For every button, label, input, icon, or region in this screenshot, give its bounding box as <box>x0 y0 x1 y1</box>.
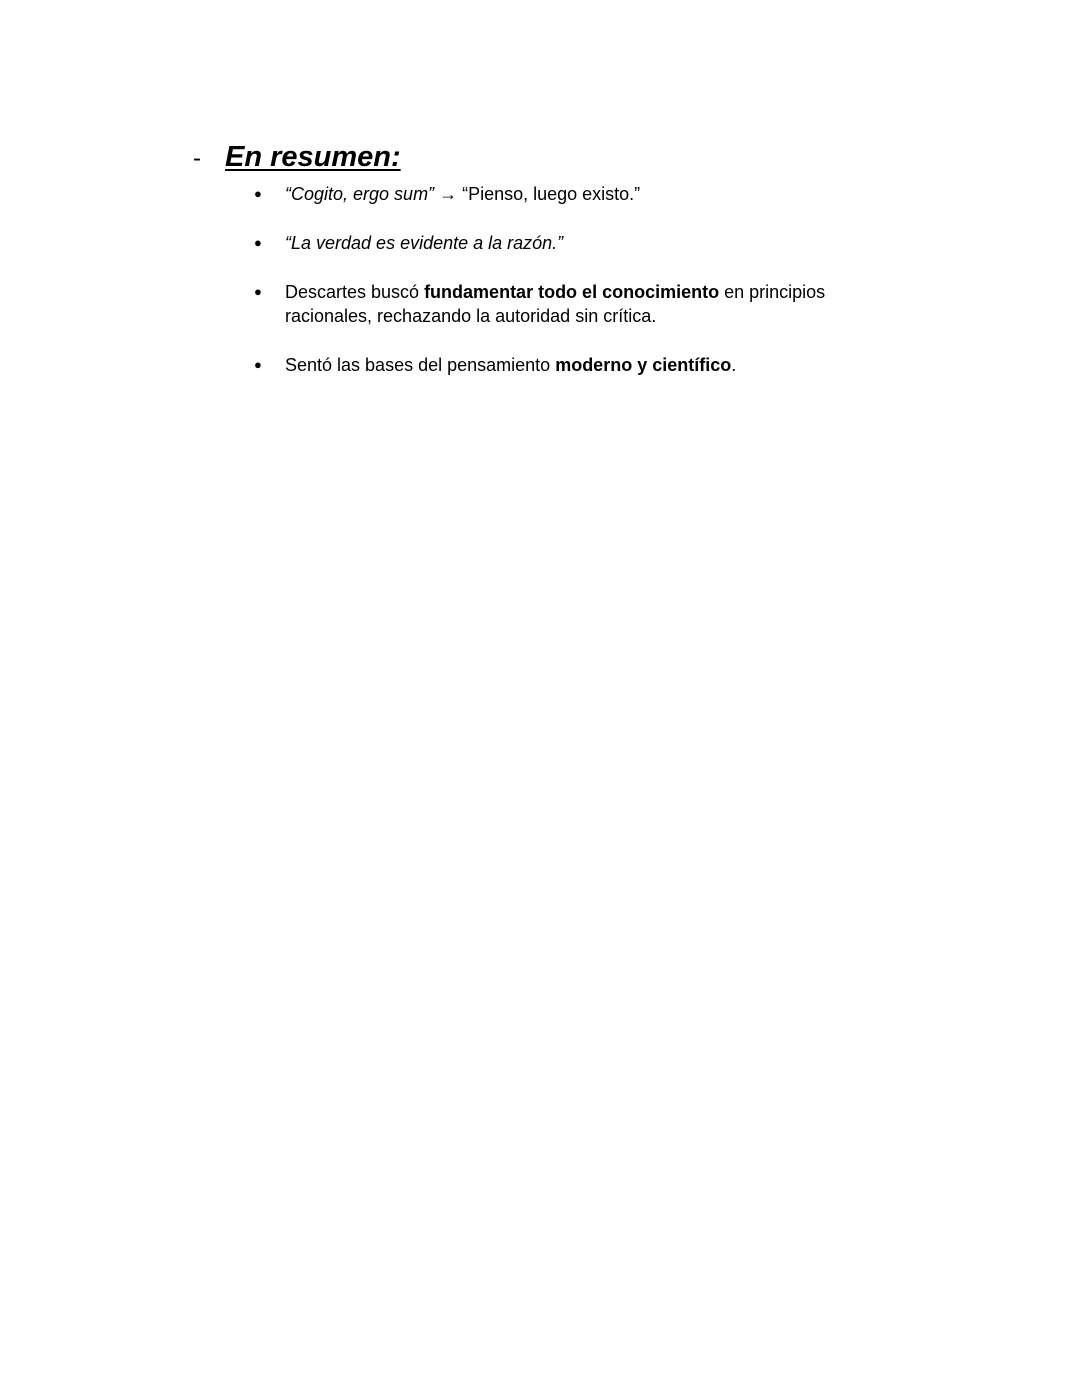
text-segment: Descartes buscó <box>285 282 425 302</box>
summary-list <box>254 182 894 402</box>
bullet-icon: ● <box>254 284 262 299</box>
heading-text: En resumen: <box>225 141 401 173</box>
section-heading <box>193 141 401 181</box>
text-segment: en principios racionales, rechazando la autoridad sin crítica. <box>285 282 826 326</box>
bold-segment: fundamentar todo el conocimiento <box>424 282 720 302</box>
bullet-icon: ● <box>254 186 262 201</box>
list-item-text <box>285 231 894 255</box>
list-item-text <box>285 353 894 377</box>
bullet-icon: ● <box>254 357 262 372</box>
list-item-text <box>285 182 894 206</box>
list-item <box>254 280 894 328</box>
arrow-icon: → <box>434 184 463 204</box>
bold-segment: moderno y científico <box>555 355 732 375</box>
heading-dash: - <box>193 145 201 172</box>
list-item-text <box>285 280 894 328</box>
quote-text: “La verdad es evidente a la razón.” <box>285 233 564 253</box>
latin-quote: “Cogito, ergo sum” <box>285 184 435 204</box>
list-item <box>254 353 894 377</box>
text-segment: . <box>731 355 737 375</box>
list-item <box>254 231 894 255</box>
list-item <box>254 182 894 206</box>
bullet-icon: ● <box>254 235 262 250</box>
quote-translation: “Pienso, luego existo.” <box>462 184 641 204</box>
text-segment: Sentó las bases del pensamiento <box>285 355 556 375</box>
